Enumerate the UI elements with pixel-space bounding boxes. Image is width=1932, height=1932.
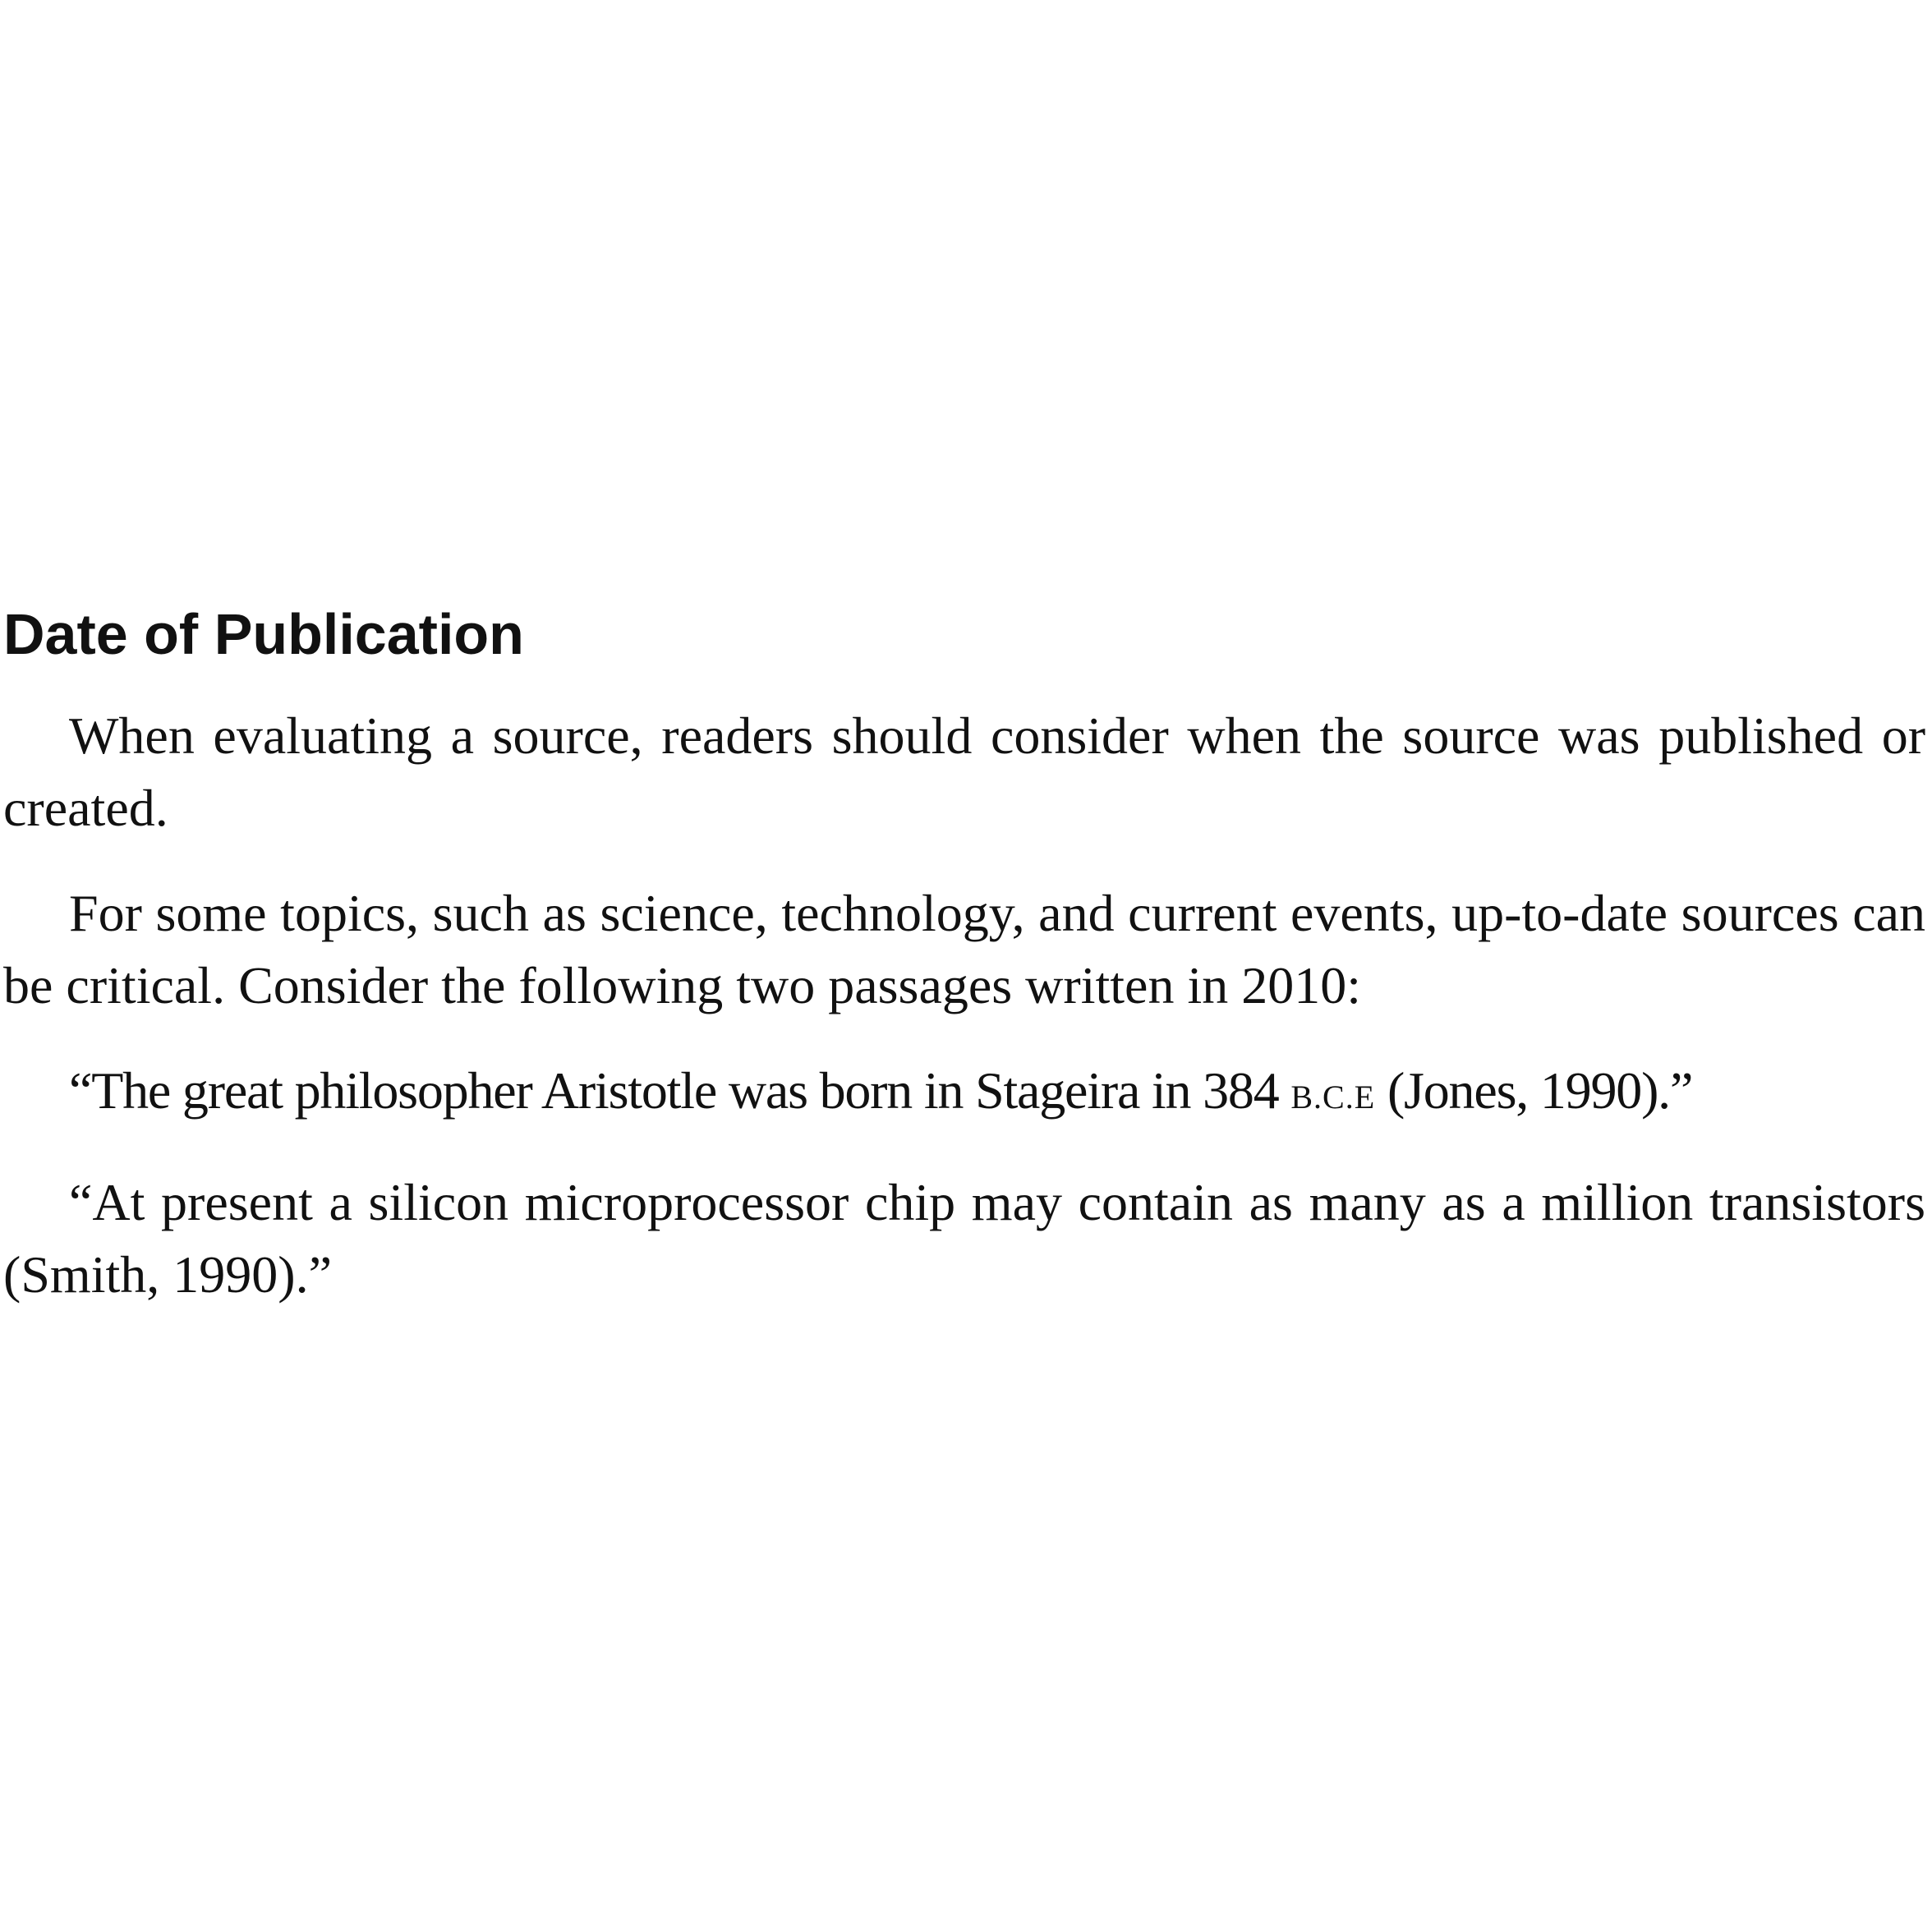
era-abbreviation: B.C.E: [1290, 1079, 1376, 1116]
quote-microprocessor: “At present a silicon microprocessor chip may contain as many as a million transistors (Smith, 1990).”: [3, 1173, 1925, 1304]
document-section: [3, 600, 1925, 1344]
quote-aristotle-text: “The great philosopher Aristotle was born in Stageira in 384: [69, 1061, 1291, 1120]
quote-aristotle: [3, 1055, 1925, 1134]
section-heading: Date of Publication: [3, 602, 524, 666]
paragraph-up-to-date-sources: For some topics, such as science, technology, and current events, up-to-date sources can be critical. Consider the following two passages written in 2010:: [3, 884, 1925, 1014]
quote-aristotle-citation: (Jones, 1990).”: [1375, 1061, 1693, 1120]
paragraph-evaluating-source: When evaluating a source, readers should consider when the source was published or created.: [3, 706, 1925, 837]
